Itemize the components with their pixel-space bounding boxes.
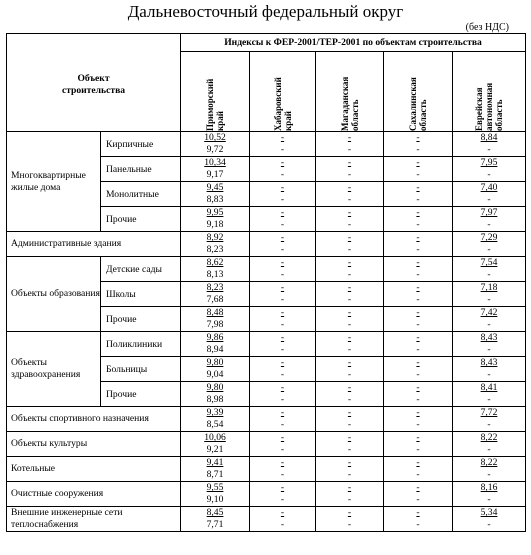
index-cell: [250, 182, 316, 207]
object-subtype-label: Детские сады: [101, 257, 181, 282]
object-group-label: Объекты образования: [7, 257, 101, 332]
index-value-bottom: -: [416, 169, 420, 180]
index-value-top: 9,80: [206, 382, 224, 393]
index-cell: [384, 382, 453, 407]
index-cell: [316, 332, 384, 357]
object-label: Административные здания: [7, 232, 181, 257]
index-value-top: -: [416, 282, 420, 293]
index-value-bottom: -: [347, 344, 352, 355]
index-value-bottom: -: [280, 144, 285, 155]
index-value-top: -: [347, 507, 352, 518]
index-cell: [250, 132, 316, 157]
index-value-top: 9,41: [206, 457, 224, 468]
index-value-bottom: -: [416, 319, 420, 330]
indices-header: Индексы к ФЕР-2001/ТЕР-2001 по объектам строительства: [181, 34, 526, 52]
index-cell: [181, 382, 250, 407]
index-value-top: 8,43: [480, 332, 498, 343]
index-value-top: 9,39: [206, 407, 224, 418]
index-value-bottom: -: [347, 419, 352, 430]
index-value-bottom: -: [347, 194, 352, 205]
object-label: Внешние инженерные сети теплоснабжения: [7, 507, 181, 532]
object-group-label: Многоквартирные жилые дома: [7, 132, 101, 232]
index-value-top: -: [347, 432, 352, 443]
index-value-bottom: -: [487, 369, 491, 380]
index-value-bottom: 9,10: [206, 494, 224, 505]
index-value-top: -: [347, 207, 352, 218]
index-value-bottom: -: [280, 244, 285, 255]
object-subtype-label: Кирпичные: [101, 132, 181, 157]
index-cell: [316, 407, 384, 432]
index-cell: [250, 382, 316, 407]
index-cell: [453, 332, 526, 357]
index-value-top: 7,29: [480, 232, 498, 243]
index-value-top: -: [416, 157, 420, 168]
index-value-top: -: [347, 132, 352, 143]
index-value-bottom: -: [487, 144, 491, 155]
index-value-bottom: -: [487, 394, 491, 405]
object-subtype-label: Больницы: [101, 357, 181, 382]
index-cell: [181, 307, 250, 332]
index-cell: [316, 507, 384, 532]
index-value-top: 8,62: [206, 257, 224, 268]
index-value-bottom: 8,71: [206, 469, 224, 480]
index-cell: [250, 507, 316, 532]
table-row: [7, 232, 526, 257]
index-value-bottom: -: [280, 194, 285, 205]
index-cell: [384, 432, 453, 457]
index-value-bottom: -: [487, 194, 491, 205]
index-cell: [250, 457, 316, 482]
index-value-bottom: -: [347, 169, 352, 180]
index-value-bottom: -: [416, 244, 420, 255]
index-cell: [181, 232, 250, 257]
index-value-top: 8,22: [480, 432, 498, 443]
index-value-top: -: [416, 382, 420, 393]
region-header: Магаданская область: [316, 52, 384, 132]
index-value-bottom: -: [280, 169, 285, 180]
index-cell: [384, 482, 453, 507]
vat-note: (без НДС): [465, 22, 509, 33]
index-value-top: -: [416, 507, 420, 518]
index-value-bottom: 9,72: [206, 144, 224, 155]
index-value-top: -: [280, 182, 285, 193]
index-cell: [316, 457, 384, 482]
object-header: Объект строительства: [7, 34, 181, 132]
index-value-bottom: -: [347, 469, 352, 480]
region-header: Сахалинская область: [384, 52, 453, 132]
index-value-top: -: [280, 207, 285, 218]
index-value-top: -: [416, 407, 420, 418]
index-cell: [453, 207, 526, 232]
index-value-top: 8,41: [480, 382, 498, 393]
index-value-top: -: [416, 432, 420, 443]
index-value-bottom: -: [416, 444, 420, 455]
index-value-bottom: -: [280, 269, 285, 280]
index-cell: [316, 182, 384, 207]
index-value-bottom: 9,21: [206, 444, 224, 455]
index-value-top: -: [347, 257, 352, 268]
index-value-top: 7,72: [480, 407, 498, 418]
index-cell: [453, 132, 526, 157]
index-value-bottom: -: [347, 144, 352, 155]
index-value-top: -: [347, 157, 352, 168]
object-subtype-label: Прочие: [101, 382, 181, 407]
index-value-top: 9,80: [206, 357, 224, 368]
index-cell: [181, 332, 250, 357]
index-value-bottom: 8,94: [206, 344, 224, 355]
index-cell: [384, 307, 453, 332]
index-cell: [250, 432, 316, 457]
index-value-top: -: [280, 157, 285, 168]
index-value-bottom: -: [347, 219, 352, 230]
index-value-top: -: [280, 307, 285, 318]
object-subtype-label: Прочие: [101, 307, 181, 332]
index-cell: [181, 507, 250, 532]
table-row: [7, 407, 526, 432]
object-label: Очистные сооружения: [7, 482, 181, 507]
object-subtype-label: Школы: [101, 282, 181, 307]
index-value-bottom: -: [487, 344, 491, 355]
index-value-bottom: -: [347, 519, 352, 530]
index-cell: [453, 407, 526, 432]
index-value-bottom: -: [487, 469, 491, 480]
index-value-bottom: -: [487, 169, 491, 180]
index-cell: [453, 457, 526, 482]
object-subtype-label: Монолитные: [101, 182, 181, 207]
index-value-bottom: -: [347, 444, 352, 455]
index-cell: [250, 207, 316, 232]
index-cell: [453, 307, 526, 332]
index-value-top: 7,54: [480, 257, 498, 268]
index-cell: [316, 132, 384, 157]
index-cell: [250, 357, 316, 382]
index-value-top: 8,23: [206, 282, 224, 293]
index-value-top: 7,97: [480, 207, 498, 218]
index-value-bottom: -: [487, 244, 491, 255]
index-value-bottom: -: [347, 244, 352, 255]
index-cell: [250, 482, 316, 507]
index-value-top: 8,45: [206, 507, 224, 518]
index-value-top: -: [416, 482, 420, 493]
index-value-top: 8,84: [480, 132, 498, 143]
index-value-top: -: [416, 307, 420, 318]
index-value-bottom: -: [487, 419, 491, 430]
index-cell: [384, 407, 453, 432]
index-cell: [316, 257, 384, 282]
index-cell: [181, 432, 250, 457]
index-cell: [316, 207, 384, 232]
index-cell: [453, 432, 526, 457]
index-cell: [384, 257, 453, 282]
object-subtype-label: Прочие: [101, 207, 181, 232]
region-header: Приморский край: [181, 52, 250, 132]
index-value-top: -: [280, 332, 285, 343]
index-value-bottom: -: [347, 494, 352, 505]
index-cell: [181, 257, 250, 282]
index-value-top: -: [280, 507, 285, 518]
index-value-top: -: [347, 307, 352, 318]
index-value-bottom: -: [280, 519, 285, 530]
index-value-top: -: [347, 232, 352, 243]
index-cell: [384, 182, 453, 207]
index-value-top: -: [416, 182, 420, 193]
index-value-bottom: -: [416, 469, 420, 480]
index-value-bottom: -: [347, 369, 352, 380]
index-value-top: -: [280, 257, 285, 268]
index-value-bottom: -: [280, 369, 285, 380]
table-row: [7, 132, 526, 157]
index-cell: [453, 257, 526, 282]
index-value-top: -: [280, 482, 285, 493]
index-value-top: -: [280, 232, 285, 243]
index-value-bottom: 7,71: [206, 519, 224, 530]
index-cell: [316, 307, 384, 332]
index-cell: [181, 357, 250, 382]
index-value-top: 7,40: [480, 182, 498, 193]
index-value-bottom: 8,13: [206, 269, 224, 280]
index-value-top: 9,95: [206, 207, 224, 218]
region-header: Еврейская автономная область: [453, 52, 526, 132]
index-cell: [250, 257, 316, 282]
object-label: Объекты культуры: [7, 432, 181, 457]
index-value-bottom: -: [416, 269, 420, 280]
index-cell: [181, 482, 250, 507]
index-value-bottom: -: [280, 294, 285, 305]
table-row: [7, 257, 526, 282]
index-value-top: -: [416, 357, 420, 368]
index-cell: [181, 207, 250, 232]
index-value-top: 7,42: [480, 307, 498, 318]
index-cell: [316, 357, 384, 382]
index-value-bottom: 7,98: [206, 319, 224, 330]
index-value-bottom: -: [416, 144, 420, 155]
index-cell: [453, 182, 526, 207]
indices-table: [6, 33, 526, 532]
index-value-top: -: [347, 382, 352, 393]
object-group-label: Объекты здравоохранения: [7, 332, 101, 407]
index-cell: [181, 282, 250, 307]
index-cell: [453, 382, 526, 407]
index-value-bottom: -: [487, 444, 491, 455]
index-value-bottom: -: [416, 494, 420, 505]
object-label: Объекты спортивного назначения: [7, 407, 181, 432]
index-value-bottom: 8,23: [206, 244, 224, 255]
index-value-bottom: -: [280, 219, 285, 230]
index-cell: [453, 507, 526, 532]
index-value-bottom: -: [487, 319, 491, 330]
index-cell: [384, 357, 453, 382]
index-value-bottom: -: [280, 469, 285, 480]
index-value-top: -: [280, 357, 285, 368]
index-value-top: -: [416, 332, 420, 343]
index-value-top: 8,92: [206, 232, 224, 243]
index-value-bottom: -: [347, 269, 352, 280]
index-value-top: 8,48: [206, 307, 224, 318]
index-value-top: -: [347, 332, 352, 343]
index-cell: [384, 232, 453, 257]
index-value-bottom: -: [487, 519, 491, 530]
index-cell: [384, 457, 453, 482]
index-value-top: -: [416, 257, 420, 268]
index-cell: [181, 157, 250, 182]
index-value-top: -: [280, 382, 285, 393]
index-value-top: 9,55: [206, 482, 224, 493]
index-value-top: 10,34: [204, 157, 226, 168]
index-value-bottom: -: [347, 394, 352, 405]
index-value-top: -: [416, 232, 420, 243]
table-row: [7, 432, 526, 457]
index-cell: [181, 132, 250, 157]
index-cell: [453, 482, 526, 507]
index-value-bottom: 9,18: [206, 219, 224, 230]
index-cell: [250, 232, 316, 257]
index-value-top: -: [416, 132, 420, 143]
index-value-top: -: [280, 457, 285, 468]
index-value-top: 7,18: [480, 282, 498, 293]
index-cell: [316, 232, 384, 257]
index-value-top: 10,06: [204, 432, 226, 443]
index-value-bottom: -: [280, 394, 285, 405]
index-value-bottom: 9,04: [206, 369, 224, 380]
index-value-bottom: 9,17: [206, 169, 224, 180]
index-cell: [453, 232, 526, 257]
index-cell: [384, 157, 453, 182]
index-cell: [181, 182, 250, 207]
index-value-bottom: -: [416, 394, 420, 405]
index-value-top: -: [280, 432, 285, 443]
index-value-bottom: -: [487, 219, 491, 230]
index-cell: [181, 457, 250, 482]
index-cell: [316, 282, 384, 307]
object-subtype-label: Панельные: [101, 157, 181, 182]
region-header: Хабаровский край: [250, 52, 316, 132]
index-cell: [453, 357, 526, 382]
index-value-bottom: 8,54: [206, 419, 224, 430]
index-cell: [453, 282, 526, 307]
index-value-top: 10,52: [204, 132, 226, 143]
index-value-bottom: -: [416, 419, 420, 430]
index-value-bottom: -: [280, 494, 285, 505]
index-value-bottom: -: [280, 419, 285, 430]
index-value-bottom: -: [487, 269, 491, 280]
index-cell: [384, 507, 453, 532]
index-value-top: -: [347, 407, 352, 418]
index-cell: [250, 332, 316, 357]
index-value-bottom: -: [416, 519, 420, 530]
index-value-bottom: 7,68: [206, 294, 224, 305]
index-value-bottom: -: [280, 344, 285, 355]
index-value-top: -: [347, 482, 352, 493]
index-cell: [384, 282, 453, 307]
index-value-bottom: -: [416, 344, 420, 355]
index-value-bottom: -: [487, 494, 491, 505]
index-cell: [384, 332, 453, 357]
index-value-top: -: [347, 282, 352, 293]
index-cell: [384, 207, 453, 232]
index-value-top: -: [280, 132, 285, 143]
index-value-top: -: [347, 357, 352, 368]
index-cell: [181, 407, 250, 432]
index-value-bottom: -: [280, 319, 285, 330]
index-value-top: 9,86: [206, 332, 224, 343]
object-label: Котельные: [7, 457, 181, 482]
index-cell: [250, 307, 316, 332]
index-value-top: -: [347, 182, 352, 193]
index-value-top: 7,95: [480, 157, 498, 168]
index-cell: [316, 382, 384, 407]
index-cell: [250, 282, 316, 307]
index-value-bottom: -: [416, 219, 420, 230]
index-value-top: 8,16: [480, 482, 498, 493]
index-value-top: 5,34: [480, 507, 498, 518]
page-title: Дальневосточный федеральный округ: [127, 2, 404, 21]
index-value-bottom: -: [416, 294, 420, 305]
index-cell: [453, 157, 526, 182]
index-value-top: 8,43: [480, 357, 498, 368]
index-cell: [250, 407, 316, 432]
index-value-bottom: -: [347, 294, 352, 305]
table-row: [7, 457, 526, 482]
index-value-top: -: [416, 207, 420, 218]
index-cell: [316, 432, 384, 457]
index-cell: [316, 482, 384, 507]
index-cell: [384, 132, 453, 157]
index-value-bottom: -: [280, 444, 285, 455]
object-subtype-label: Поликлиники: [101, 332, 181, 357]
index-value-bottom: -: [487, 294, 491, 305]
index-cell: [316, 157, 384, 182]
index-value-bottom: 8,83: [206, 194, 224, 205]
index-value-bottom: -: [416, 369, 420, 380]
index-value-top: -: [280, 407, 285, 418]
index-value-top: -: [347, 457, 352, 468]
index-value-top: 8,22: [480, 457, 498, 468]
index-value-bottom: -: [347, 319, 352, 330]
index-value-top: 9,45: [206, 182, 224, 193]
index-cell: [250, 157, 316, 182]
table-row: [7, 332, 526, 357]
table-row: [7, 482, 526, 507]
index-value-bottom: 8,98: [206, 394, 224, 405]
index-value-top: -: [416, 457, 420, 468]
index-value-bottom: -: [416, 194, 420, 205]
index-value-top: -: [280, 282, 285, 293]
table-row: [7, 507, 526, 532]
